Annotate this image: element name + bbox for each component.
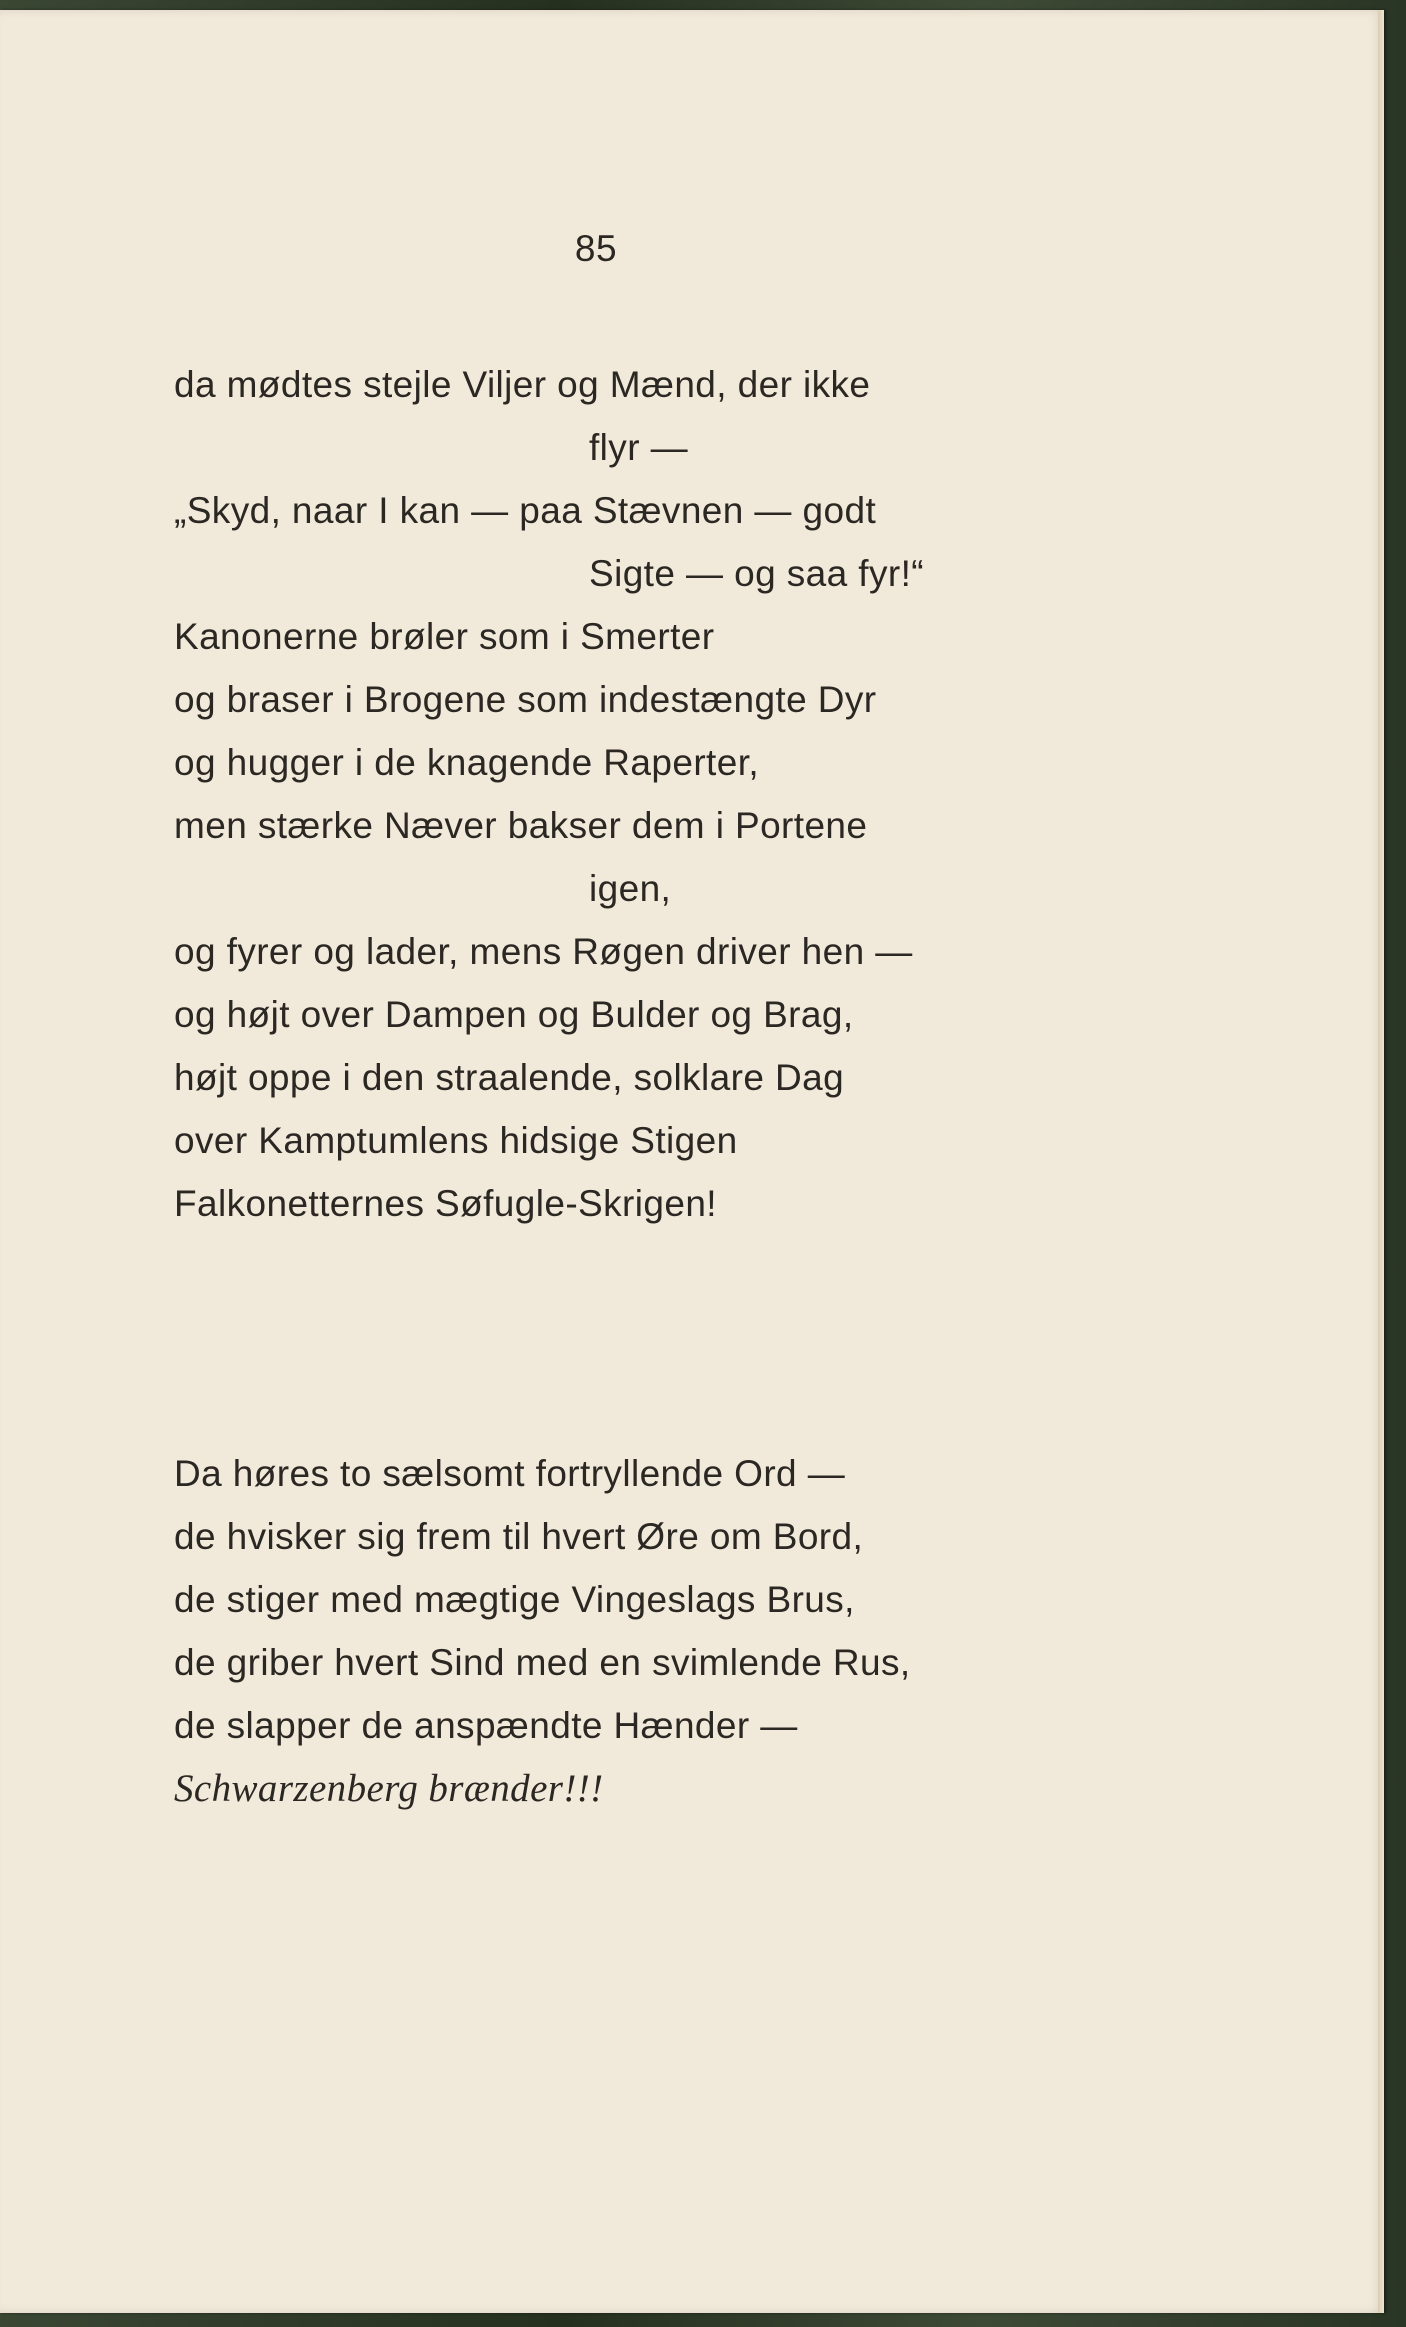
poem-line: Kanonerne brøler som i Smerter [174, 616, 715, 657]
poem-line: over Kamptumlens hidsige Stigen [174, 1120, 738, 1161]
stanza-2 [174, 1442, 1044, 1820]
stanza-1 [174, 353, 1044, 1235]
poem-line: men stærke Næver bakser dem i Portene [174, 805, 868, 846]
book-page [0, 10, 1384, 2313]
poem-line: Falkonetternes Søfugle-Skrigen! [174, 1183, 717, 1224]
poem-line: de stiger med mægtige Vingeslags Brus, [174, 1579, 855, 1620]
poem-line: de griber hvert Sind med en svimlende Rus, [174, 1642, 911, 1683]
poem-line: de slapper de anspændte Hænder — [174, 1705, 798, 1746]
poem-line-continuation: Sigte — og saa fyr!“ [589, 553, 924, 594]
poem-line-emphasis: Schwarzenberg brænder!!! [174, 1767, 604, 1810]
poem-line-continuation: igen, [589, 868, 672, 909]
page-edge [1378, 10, 1384, 2313]
poem-line: „Skyd, naar I kan — paa Stævnen — godt [174, 490, 877, 531]
poem-line: og fyrer og lader, mens Røgen driver hen — [174, 931, 913, 972]
poem-line: da mødtes stejle Viljer og Mænd, der ikke [174, 364, 871, 405]
poem-line: og højt over Dampen og Bulder og Brag, [174, 994, 854, 1035]
poem-line: Da høres to sælsomt fortryllende Ord — [174, 1453, 846, 1494]
poem-line-continuation: flyr — [589, 427, 689, 468]
poem-line: højt oppe i den straalende, solklare Dag [174, 1057, 845, 1098]
poem-line: de hvisker sig frem til hvert Øre om Bord, [174, 1516, 864, 1557]
page-number: 85 [574, 228, 618, 269]
poem-line: og braser i Brogene som indestængte Dyr [174, 679, 877, 720]
poem-line: og hugger i de knagende Raperter, [174, 742, 760, 783]
